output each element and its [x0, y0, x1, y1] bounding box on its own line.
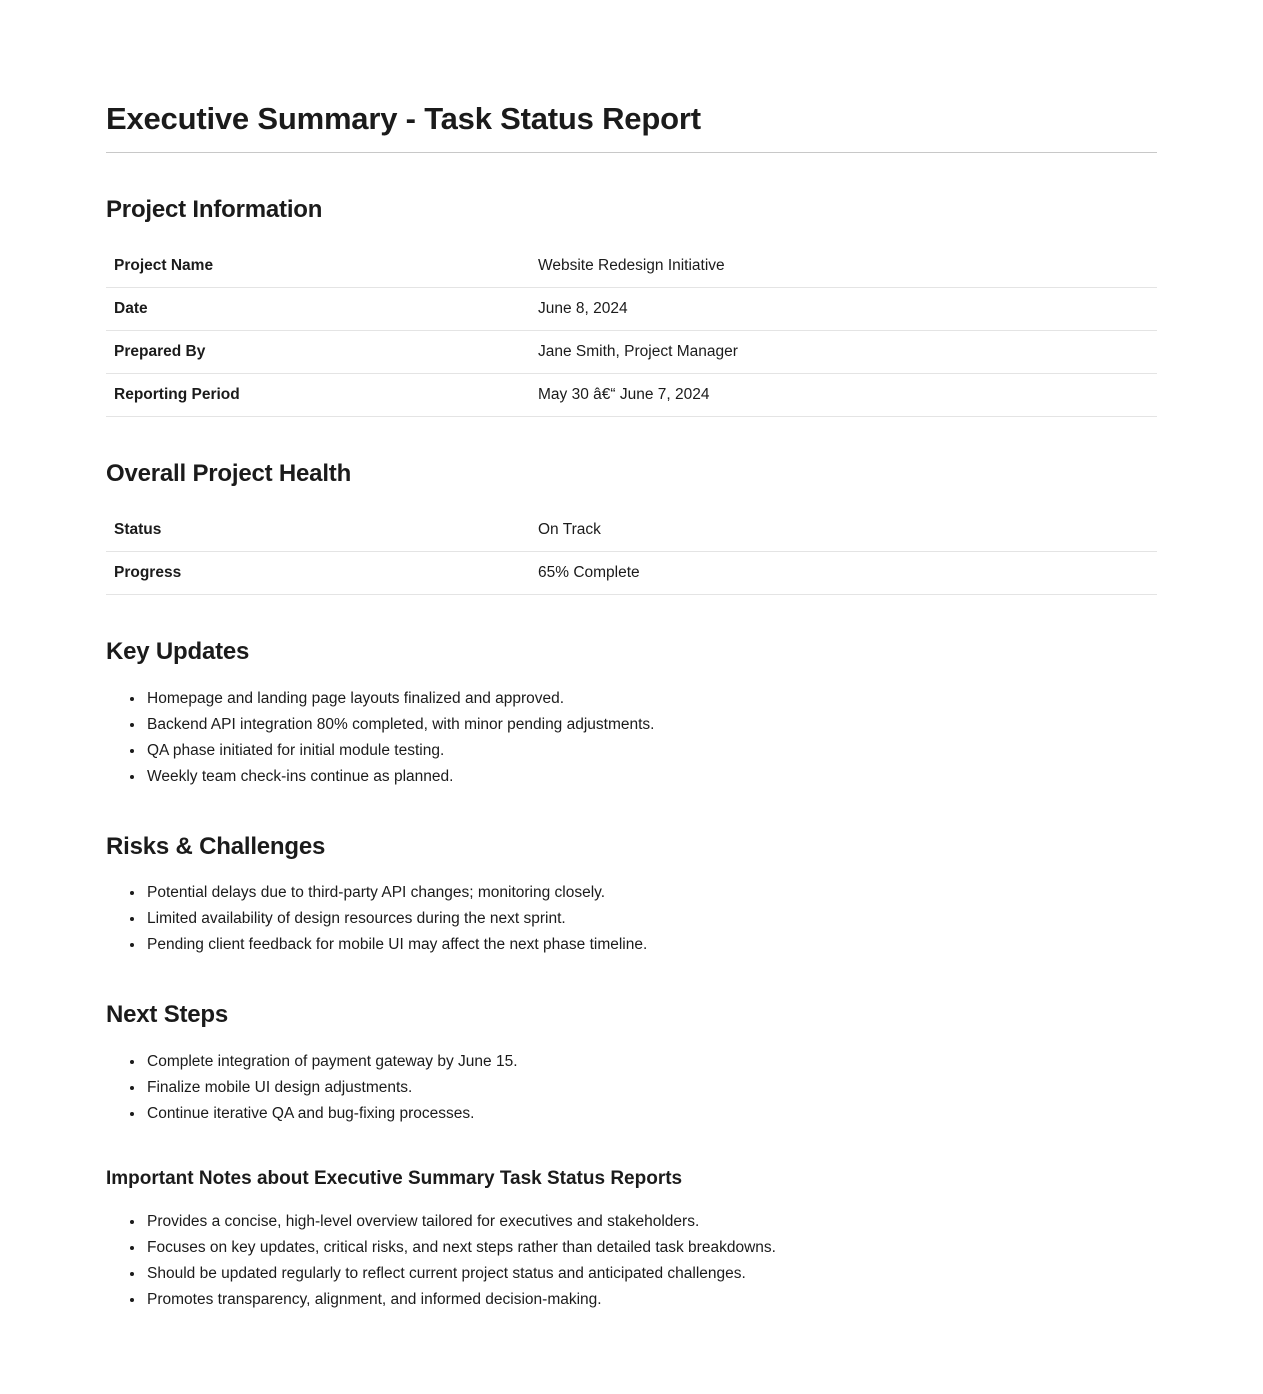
row-value: On Track	[530, 509, 1157, 552]
list-item: • Complete integration of payment gateway by June 15.	[145, 1049, 1157, 1075]
list-item: • Backend API integration 80% completed, with minor pending adjustments.	[145, 712, 1157, 738]
key-updates-list	[106, 686, 1157, 790]
risks-challenges-list	[106, 880, 1157, 958]
row-label: Status	[106, 509, 530, 552]
table-row	[106, 552, 1157, 595]
row-value: Jane Smith, Project Manager	[530, 331, 1157, 374]
list-item: • Pending client feedback for mobile UI may affect the next phase timeline.	[145, 932, 1157, 958]
row-label: Prepared By	[106, 331, 530, 374]
page-title: Executive Summary - Task Status Report	[106, 101, 1157, 153]
section-heading-risks-challenges: Risks & Challenges	[106, 832, 326, 860]
list-item: • Weekly team check-ins continue as planned.	[145, 764, 1157, 790]
list-item: • Provides a concise, high-level overview tailored for executives and stakeholders.	[145, 1209, 1157, 1235]
section-heading-project-information: Project Information	[106, 195, 323, 223]
row-value: 65% Complete	[530, 552, 1157, 595]
row-label: Reporting Period	[106, 374, 530, 417]
section-heading-next-steps: Next Steps	[106, 1001, 229, 1029]
section-heading-overall-project-health: Overall Project Health	[106, 460, 352, 488]
subsection-heading-important-notes: Important Notes about Executive Summary Task Status Reports	[106, 1167, 683, 1189]
list-item: • Finalize mobile UI design adjustments.	[145, 1075, 1157, 1101]
overall-project-health-table	[106, 509, 1157, 595]
row-label: Project Name	[106, 245, 530, 288]
row-label: Date	[106, 288, 530, 331]
table-row	[106, 331, 1157, 374]
list-item: • Promotes transparency, alignment, and informed decision-making.	[145, 1287, 1157, 1313]
table-row	[106, 245, 1157, 288]
project-information-table	[106, 245, 1157, 417]
list-item: • Limited availability of design resources during the next sprint.	[145, 906, 1157, 932]
next-steps-list	[106, 1049, 1157, 1127]
row-value: June 8, 2024	[530, 288, 1157, 331]
table-row	[106, 509, 1157, 552]
table-row	[106, 288, 1157, 331]
important-notes-list	[106, 1209, 1157, 1313]
row-label: Progress	[106, 552, 530, 595]
list-item: • Focuses on key updates, critical risks, and next steps rather than detailed task breakdowns.	[145, 1235, 1157, 1261]
list-item: • Homepage and landing page layouts finalized and approved.	[145, 686, 1157, 712]
list-item: • Should be updated regularly to reflect current project status and anticipated challenges.	[145, 1261, 1157, 1287]
list-item: • QA phase initiated for initial module testing.	[145, 738, 1157, 764]
table-row	[106, 374, 1157, 417]
list-item: • Continue iterative QA and bug-fixing processes.	[145, 1101, 1157, 1127]
list-item: • Potential delays due to third-party API changes; monitoring closely.	[145, 880, 1157, 906]
row-value: Website Redesign Initiative	[530, 245, 1157, 288]
section-heading-key-updates: Key Updates	[106, 638, 250, 666]
row-value: May 30 â€“ June 7, 2024	[530, 374, 1157, 417]
